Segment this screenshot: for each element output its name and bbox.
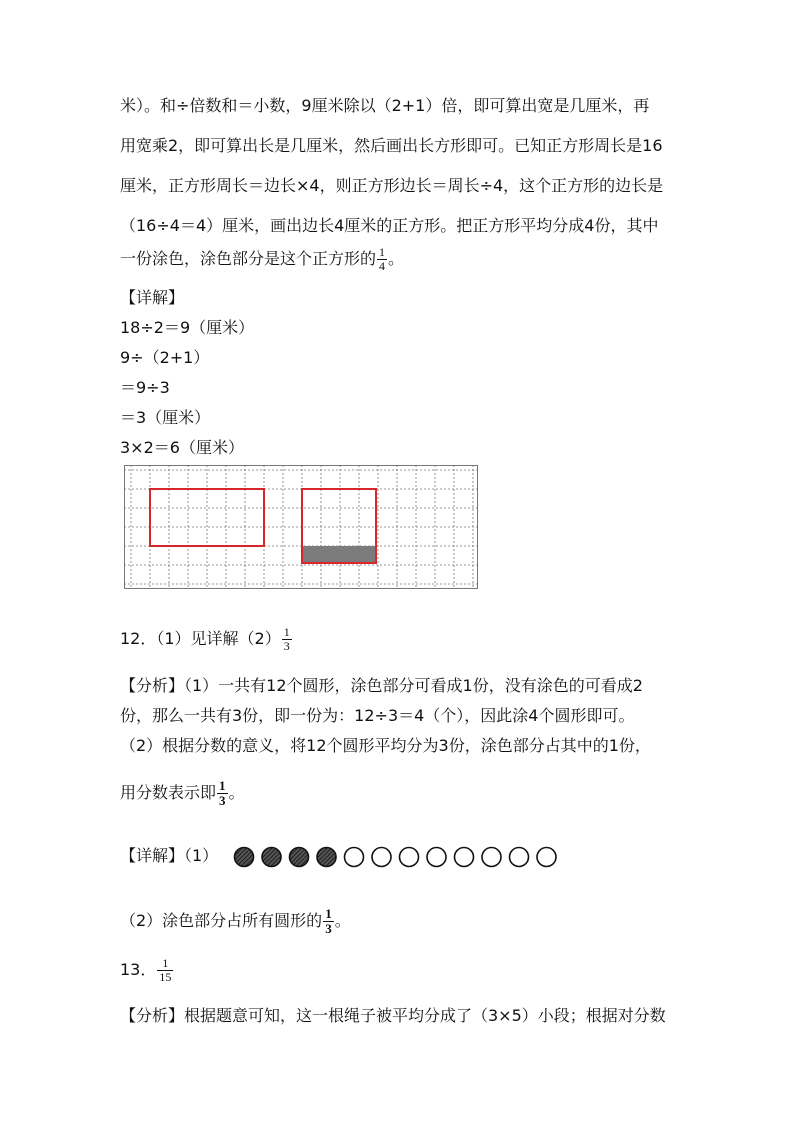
analysis-line-5-text: 一份涂色，涂色部分是这个正方形的 bbox=[120, 249, 377, 268]
q12-header-text: 12．（1）见详解（2） bbox=[120, 629, 281, 648]
q12-detail-line-1 bbox=[120, 842, 572, 870]
fraction-numerator: 1 bbox=[162, 956, 169, 970]
q12-detail-2-end: 。 bbox=[334, 911, 351, 930]
q12-analysis-line-3: （2）根据分数的意义，将12个圆形平均分为3份，涂色部分占其中的1份， bbox=[120, 736, 651, 755]
q12-analysis-line-4 bbox=[120, 776, 245, 810]
empty-circle bbox=[400, 847, 419, 866]
q12-header bbox=[120, 624, 293, 654]
fraction-numerator: 1 bbox=[283, 625, 290, 639]
empty-circle bbox=[372, 847, 391, 866]
detail-step-4: ＝3（厘米） bbox=[120, 408, 211, 427]
q13-analysis: 【分析】根据题意可知，这一根绳子被平均分成了（3×5）小段；根据对分数 bbox=[120, 1006, 666, 1025]
grid-svg bbox=[124, 465, 478, 589]
detail-step-2: 9÷（2+1） bbox=[120, 348, 210, 367]
grid-figure bbox=[124, 465, 478, 593]
q12-analysis-line-1: 【分析】（1）一共有12个圆形，涂色部分可看成1份，没有涂色的可看成2 bbox=[120, 676, 643, 695]
empty-circle bbox=[482, 847, 501, 866]
analysis-line-4: （16÷4＝4）厘米，画出边长4厘米的正方形。把正方形平均分成4份，其中 bbox=[120, 216, 659, 235]
q12-detail-line-2 bbox=[120, 904, 351, 938]
circles-group bbox=[235, 847, 557, 866]
q12-analysis-line-4-end: 。 bbox=[228, 783, 245, 802]
q13-header bbox=[120, 954, 174, 986]
empty-circle bbox=[427, 847, 446, 866]
empty-circle bbox=[455, 847, 474, 866]
detail-step-5: 3×2＝6（厘米） bbox=[120, 438, 244, 457]
fraction-numerator: 1 bbox=[379, 245, 386, 259]
analysis-line-2: 用宽乘2，即可算出长是几厘米，然后画出长方形即可。已知正方形周长是16 bbox=[120, 136, 663, 155]
circles-svg bbox=[232, 845, 572, 869]
fraction-one-quarter bbox=[377, 246, 387, 273]
empty-circle bbox=[345, 847, 364, 866]
analysis-line-3: 厘米，正方形周长＝边长×4，则正方形边长＝周长÷4，这个正方形的边长是 bbox=[120, 176, 664, 195]
empty-circle bbox=[537, 847, 556, 866]
fraction-numerator: 1 bbox=[325, 906, 332, 921]
fraction-denominator: 15 bbox=[159, 970, 172, 984]
q12-analysis-line-4-text: 用分数表示即 bbox=[120, 783, 217, 802]
fraction-denominator: 4 bbox=[379, 259, 386, 273]
analysis-line-1: 米）。和÷倍数和＝小数，9厘米除以（2+1）倍，即可算出宽是几厘米，再 bbox=[120, 96, 650, 115]
analysis-line-5-end: 。 bbox=[388, 249, 405, 268]
fraction-denominator: 3 bbox=[283, 639, 290, 653]
shaded-circle bbox=[317, 847, 336, 866]
square-shaded-quarter bbox=[302, 546, 376, 563]
fraction-one-third-bold bbox=[217, 779, 228, 808]
detail-heading: 【详解】 bbox=[120, 288, 185, 307]
fraction-one-fifteenth bbox=[157, 957, 173, 984]
fraction-one-third bbox=[282, 626, 292, 653]
fraction-denominator: 3 bbox=[219, 793, 226, 808]
shaded-circle bbox=[235, 847, 254, 866]
q13-header-text: 13． bbox=[120, 960, 157, 979]
empty-circle bbox=[510, 847, 529, 866]
detail-step-3: ＝9÷3 bbox=[120, 378, 170, 397]
fraction-numerator: 1 bbox=[219, 778, 226, 793]
analysis-line-5 bbox=[120, 244, 404, 274]
fraction-denominator: 3 bbox=[325, 921, 332, 936]
fraction-one-third-bold bbox=[323, 907, 334, 936]
shaded-circle bbox=[262, 847, 281, 866]
q12-detail-2-text: （2）涂色部分占所有圆形的 bbox=[120, 911, 323, 930]
shaded-circle bbox=[290, 847, 309, 866]
q12-detail-label: 【详解】（1） bbox=[120, 846, 219, 865]
q12-analysis-line-2: 份，那么一共有3份，即一份为：12÷3＝4（个），因此涂4个圆形即可。 bbox=[120, 706, 635, 725]
circles-row bbox=[232, 845, 572, 869]
detail-step-1: 18÷2＝9（厘米） bbox=[120, 318, 255, 337]
